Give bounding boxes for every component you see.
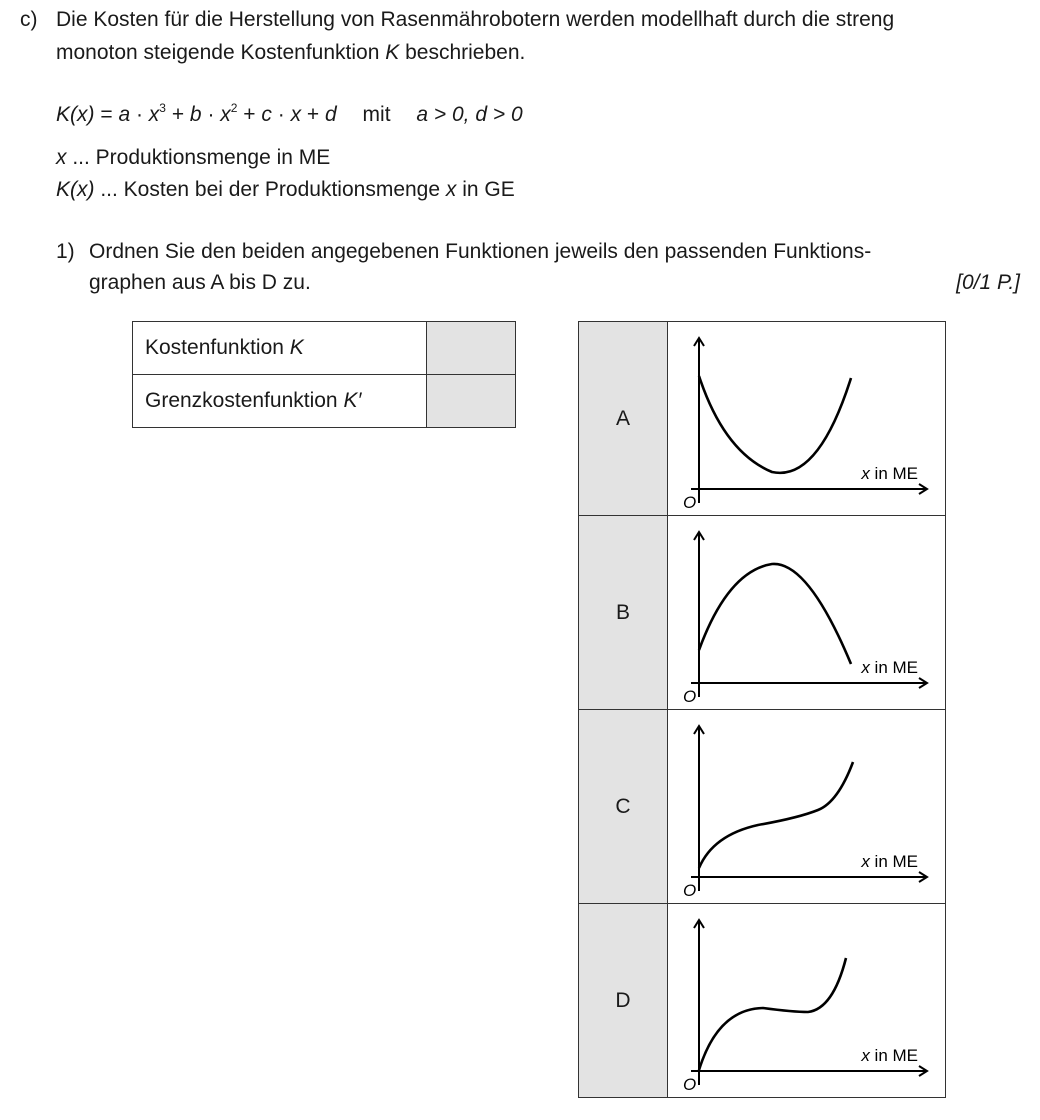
option-graph-d <box>668 904 946 1098</box>
assignment-label: Kostenfunktion K <box>133 322 427 375</box>
intro-line-2: monoton steigende Kostenfunktion K beschrieben. <box>56 41 526 64</box>
graph-option-row <box>579 904 946 1098</box>
assignment-row <box>133 375 516 428</box>
points-badge: [0/1 P.] <box>956 271 1020 294</box>
x-axis-label: x in ME <box>861 1046 918 1065</box>
graph-plot <box>668 322 945 515</box>
origin-label: O <box>683 881 697 900</box>
cost-formula: $K(x) = a \cdot x^3 + b \cdot x^2 + c \cdot x + d$ mit a > 0, d > 0 <box>56 101 523 126</box>
intro-line-1: Die Kosten für die Herstellung von Rasenmährobotern werden modellhaft durch die streng <box>56 8 895 31</box>
origin-label: O <box>683 687 697 706</box>
x-axis-label: x in ME <box>861 658 918 677</box>
answer-box-marginal-cost-function[interactable] <box>427 375 516 428</box>
assignment-label: Grenzkostenfunktion K′ <box>133 375 427 428</box>
graph-option-row <box>579 322 946 516</box>
graph-plot <box>668 516 945 709</box>
x-axis-label: x in ME <box>861 852 918 871</box>
graph-option-row <box>579 710 946 904</box>
subtask-line-2: graphen aus A bis D zu. <box>89 271 311 294</box>
option-graph-c <box>668 710 946 904</box>
x-axis-label: x in ME <box>861 464 918 483</box>
option-letter: A <box>579 322 668 516</box>
definition-kx: K(x) ... Kosten bei der Produktionsmenge x in GE <box>56 178 515 201</box>
function-curve <box>699 762 853 868</box>
graph-plot <box>668 904 945 1097</box>
part-label: c) <box>20 8 38 31</box>
option-letter: D <box>579 904 668 1098</box>
function-curve <box>699 958 846 1070</box>
function-curve <box>699 376 851 473</box>
graph-option-row <box>579 516 946 710</box>
function-curve <box>699 564 851 664</box>
graph-options-table <box>578 321 946 1098</box>
graph-plot <box>668 710 945 903</box>
subtask-line-1: Ordnen Sie den beiden angegebenen Funktionen jeweils den passenden Funktions- <box>89 240 872 263</box>
option-graph-a <box>668 322 946 516</box>
definition-x: x ... Produktionsmenge in ME <box>56 146 331 169</box>
answer-box-cost-function[interactable] <box>427 322 516 375</box>
subtask-number: 1) <box>56 240 75 263</box>
origin-label: O <box>683 493 697 512</box>
assignment-row <box>133 322 516 375</box>
option-letter: C <box>579 710 668 904</box>
origin-label: O <box>683 1075 697 1094</box>
assignment-table <box>132 321 516 428</box>
option-letter: B <box>579 516 668 710</box>
option-graph-b <box>668 516 946 710</box>
